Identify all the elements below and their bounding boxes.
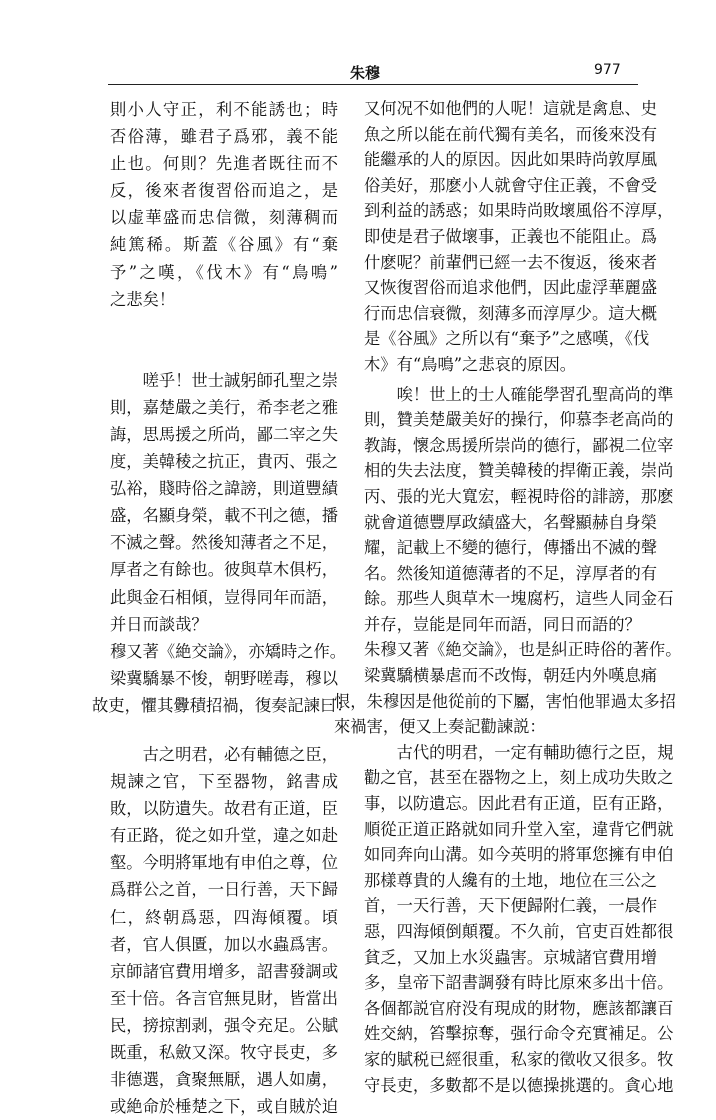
text-line: 度，美韓稜之抗正，貴丙、張之 (110, 452, 338, 472)
text-line: 姓交納，笞擊掠奪，强行命令充實補足。公 (364, 1024, 674, 1044)
text-line: 則，嘉楚嚴之美行，希李老之雅 (110, 397, 338, 417)
text-line: 既重，私斂又深。牧守長吏，多 (110, 1043, 338, 1062)
text-line: 什麽呢？前輩們已經一去不復返，後來者 (364, 252, 658, 272)
text-line: 惡，四海傾倒顛覆。不久前，官吏百姓都很 (364, 922, 674, 941)
text-line: 至十倍。各言官無見財，皆當出 (110, 988, 338, 1008)
text-line: 古代的明君，一定有輔助德行之臣，規 (364, 742, 674, 762)
text-line: 壑。今明將軍地有申伯之尊，位 (110, 853, 338, 873)
text-line: 則小人守正，利不能誘也；時 (110, 100, 338, 119)
text-line: 餘。那些人與草木一塊腐朽，這些人同金石 (364, 589, 674, 609)
text-line: 相的失去法度，贊美韓稜的捍衛正義，崇尚 (364, 461, 674, 481)
translation-paragraph-3 (364, 740, 674, 1098)
text-line: 梁冀驕暴不悛，朝野嗟毒，穆以 (110, 668, 338, 688)
text-line: 非德選，貪聚無厭，遇人如虜， (110, 1070, 338, 1090)
text-line: 多，皇帝下詔書調發有時比原來多出十倍。 (364, 973, 674, 993)
text-line: 或絶命於棰楚之下，或自賊於迫 (110, 1097, 338, 1117)
text-line: 木》有“鳥鳴”之悲哀的原因。 (364, 354, 577, 374)
text-line: 守長吏，多數都不是以德操挑選的。貪心地 (364, 1075, 674, 1095)
text-line: 教誨，懷念馬援所崇尚的德行，鄙視二位宰 (364, 435, 674, 455)
text-line: 能繼承的人的原因。因此如果時尚敦厚風 (364, 150, 658, 170)
text-line: 穆又著《絶交論》，亦矯時之作。 (110, 641, 347, 661)
text-line: 爲群公之首，一日行善，天下歸 (110, 880, 338, 900)
text-line: 各個都説官府没有現成的財物，應該都讓百 (364, 998, 674, 1018)
text-line: 首，一天行善，天下便歸附仁義，一晨作 (364, 896, 658, 916)
text-line: 又恢復習俗而追求他們，因此虚浮華麗盛 (364, 278, 658, 298)
translation-column (334, 96, 682, 1098)
translation-paragraph-1 (364, 96, 674, 378)
text-line: 厚者之有餘也。彼與草木俱朽， (110, 560, 338, 580)
text-line: 到利益的誘惑；如果時尚敗壞風俗不淳厚， (364, 201, 674, 221)
text-line: 仁，終朝爲惡，四海傾覆。頃 (110, 907, 338, 927)
text-line: 民，搒掠割剥，强令充足。公賦 (110, 1015, 338, 1035)
running-head-title: 朱穆 (349, 64, 380, 82)
text-line: 梁冀驕横暴虐而不改悔，朝廷内外嘆息痛 (364, 666, 658, 686)
text-line: 不滅之聲。然後知薄者之不足， (110, 533, 338, 553)
text-line: 俗美好，那麽小人就會守住正義，不會受 (364, 175, 658, 195)
text-line: 魚之所以能在前代獨有美名，而後來没有 (364, 124, 658, 144)
text-line: 以虚華盛而忠信微，刻薄稠而 (110, 208, 338, 228)
text-line: 予”之嘆，《伐木》有“鳥鳴” (110, 262, 338, 282)
text-line: 耀，記載上不變的德行，傳播出不滅的聲 (364, 538, 658, 558)
text-line: 即使是君子做壞事，正義也不能阻止。爲 (364, 226, 658, 246)
page-number: 977 (594, 62, 621, 78)
text-line: 那樣尊貴的人纔有的土地，地位在三公之 (364, 870, 658, 890)
text-line: 事，以防遺忘。因此君有正道，臣有正路， (364, 794, 674, 814)
text-line: 來禍害，便又上奏記勸諫説： (334, 717, 546, 737)
text-line: 名。然後知道德薄者的不足，淳厚者的有 (364, 563, 658, 583)
text-line: 行而忠信衰微，刻薄多而淳厚少。這大概 (364, 303, 658, 323)
text-line: 盛，名顯身榮，載不刊之德，播 (110, 506, 338, 526)
text-line: 就會道德豐厚政績盛大，名聲顯赫自身榮 (364, 512, 658, 532)
text-line: 止也。何則？先進者既往而不 (110, 154, 338, 174)
text-line: 是《谷風》之所以有“棄予”之感嘆，《伐 (364, 329, 650, 349)
header-rule (108, 84, 638, 85)
text-line: 古之明君，必有輔德之臣， (110, 744, 338, 764)
classical-paragraph-1 (110, 96, 338, 313)
text-line: 朱穆又著《絶交論》，也是糾正時俗的著作。 (364, 640, 682, 660)
text-line: 否俗薄，雖君子爲邪，義不能 (110, 127, 338, 147)
text-line: 故吏，懼其釁積招禍，復奏記諫曰： (92, 695, 353, 715)
text-line: 又何况不如他們的人呢！這就是禽息、史 (364, 99, 658, 118)
text-line: 反，後來者復習俗而追之，是 (110, 181, 338, 201)
text-line: 并日而談哉？ (110, 614, 208, 634)
text-line: 誨，思馬援之所尚，鄙二宰之失 (110, 424, 338, 444)
translation-paragraph-2 (334, 382, 682, 740)
text-line: 唉！世上的士人確能學習孔聖高尚的準 (364, 384, 674, 404)
text-line: 弘裕，賤時俗之諱謗，則道豐績 (110, 479, 338, 499)
text-line: 京師諸官費用增多，詔書發調或 (110, 961, 338, 981)
text-line: 如同奔向山溝。如今英明的將軍您擁有申伯 (364, 845, 674, 865)
text-line: 勸之官，甚至在器物之上，刻上成功失敗之 (364, 768, 674, 788)
text-line: 之悲矣！ (110, 289, 176, 309)
text-line: 敗，以防遺失。故君有正道，臣 (110, 799, 338, 819)
text-line: 純篤稀。斯蓋《谷風》有“棄 (110, 235, 338, 255)
text-line: 則，贊美楚嚴美好的操行，仰慕李老高尚的 (364, 410, 674, 430)
classical-paragraph-3 (110, 741, 338, 1120)
text-line: 規諫之官，下至器物，銘書成 (110, 772, 338, 792)
text-line: 嗟乎！世士誠躬師孔聖之崇 (110, 370, 338, 390)
classical-paragraph-2 (92, 367, 353, 719)
text-line: 此與金石相傾，豈得同年而語， (110, 587, 338, 607)
text-line: 順從正道正路就如同升堂入室，違背它們就 (364, 819, 674, 839)
text-line: 家的賦税已經很重，私家的徵收又很多。牧 (364, 1049, 674, 1069)
text-line: 并存，豈能是同年而語，同日而語的？ (364, 614, 641, 634)
text-line: 恨，朱穆因是他從前的下屬，害怕他罪過太多招 (334, 691, 676, 711)
text-line: 有正路，從之如升堂，違之如赴 (110, 826, 338, 846)
text-line: 者，官人俱匱，加以水蟲爲害。 (110, 934, 338, 954)
text-line: 貧乏，又加上水災蟲害。京城諸官費用增 (364, 947, 658, 967)
classical-text-column (92, 96, 353, 1120)
text-line: 丙、張的光大寬宏，輕視時俗的誹謗，那麽 (364, 486, 674, 506)
